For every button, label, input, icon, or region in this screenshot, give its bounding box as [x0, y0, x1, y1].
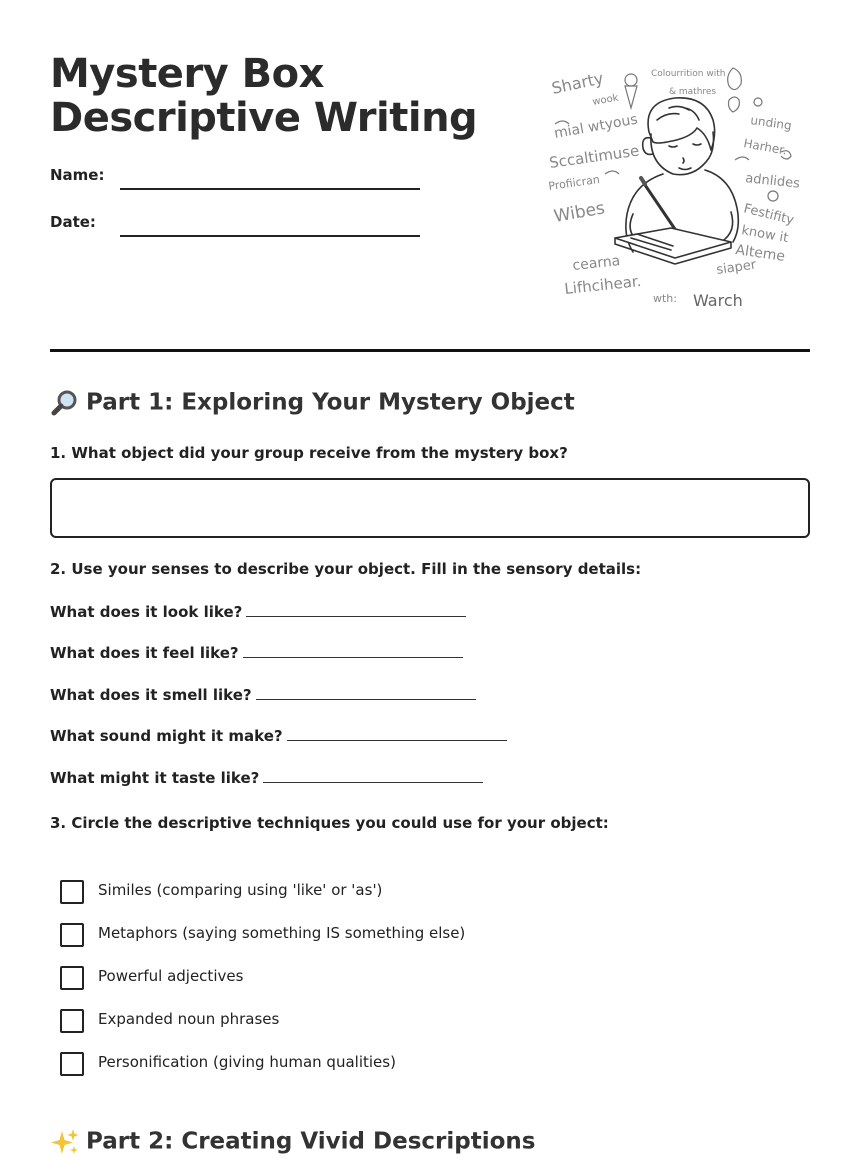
technique-label: Personification (giving human qualities) — [98, 1053, 396, 1071]
doodle-word: Lifhcihear. — [563, 272, 643, 298]
page-title: Mystery Box Descriptive Writing — [50, 51, 478, 141]
question-1: 1. What object did your group receive from the mystery box? — [50, 444, 568, 462]
sense-smell-row — [50, 685, 476, 704]
part1-heading-text: Part 1: Exploring Your Mystery Object — [86, 389, 575, 416]
sense-smell-label: What does it smell like? — [50, 686, 252, 704]
part2-heading-text: Part 2: Creating Vivid Descriptions — [86, 1128, 536, 1155]
question-3: 3. Circle the descriptive techniques you could use for your object: — [50, 814, 609, 832]
sense-sound-blank[interactable] — [287, 726, 507, 741]
part1-heading — [50, 388, 575, 418]
sense-look-label: What does it look like? — [50, 603, 243, 621]
name-field[interactable] — [50, 160, 420, 190]
doodle-word: Sharty — [549, 68, 606, 98]
name-line[interactable] — [120, 188, 420, 190]
doodle-word: mial wtyous — [552, 111, 639, 142]
doodle-word: cearna — [571, 253, 622, 274]
doodle-word: unding — [749, 113, 793, 133]
technique-label: Powerful adjectives — [98, 967, 244, 985]
section-divider — [50, 349, 810, 352]
doodle-word: siaper — [715, 257, 758, 278]
doodle-word: Harher. — [742, 136, 788, 158]
technique-label: Expanded noun phrases — [98, 1010, 280, 1028]
part2-heading — [50, 1127, 535, 1157]
sense-feel-label: What does it feel like? — [50, 644, 239, 662]
doodle-word: Warch — [693, 291, 743, 310]
date-field[interactable] — [50, 207, 420, 237]
checkbox[interactable] — [60, 880, 84, 904]
sense-sound-label: What sound might it make? — [50, 727, 283, 745]
checkbox[interactable] — [60, 923, 84, 947]
name-label: Name: — [50, 166, 105, 184]
sense-taste-blank[interactable] — [263, 768, 483, 783]
doodle-word: know it — [740, 223, 790, 247]
doodle-word: Colourrition with — [651, 69, 726, 79]
technique-label: Metaphors (saying something IS something else) — [98, 924, 466, 942]
doodle-word: wth: — [653, 292, 677, 305]
sense-taste-row — [50, 768, 483, 787]
sense-look-row — [50, 602, 466, 621]
sense-look-blank[interactable] — [246, 602, 466, 617]
doodle-word: Festifity — [742, 201, 796, 229]
sense-sound-row — [50, 726, 507, 745]
sense-feel-row — [50, 643, 463, 662]
date-label: Date: — [50, 213, 96, 231]
checkbox[interactable] — [60, 966, 84, 990]
sense-smell-blank[interactable] — [256, 685, 476, 700]
doodle-word: adnlides — [744, 171, 801, 192]
child-writing-illustration — [545, 62, 805, 312]
object-answer-box[interactable] — [50, 478, 810, 538]
checkbox[interactable] — [60, 1009, 84, 1033]
question-2: 2. Use your senses to describe your object. Fill in the sensory details: — [50, 560, 642, 578]
checkbox[interactable] — [60, 1052, 84, 1076]
sense-feel-blank[interactable] — [243, 643, 463, 658]
doodle-word: Sccaltimuse — [548, 141, 641, 172]
sparkles-icon — [50, 1127, 80, 1157]
doodle-word: Alteme — [734, 242, 787, 265]
technique-label: Similes (comparing using 'like' or 'as') — [98, 881, 383, 899]
magnifying-glass-icon — [50, 388, 80, 418]
doodle-word: Wibes — [552, 198, 607, 227]
date-line[interactable] — [120, 235, 420, 237]
sense-taste-label: What might it taste like? — [50, 769, 260, 787]
doodle-word: & mathres — [669, 87, 717, 97]
doodle-word: wook — [591, 92, 620, 108]
doodle-word: Profiicran — [547, 172, 601, 193]
